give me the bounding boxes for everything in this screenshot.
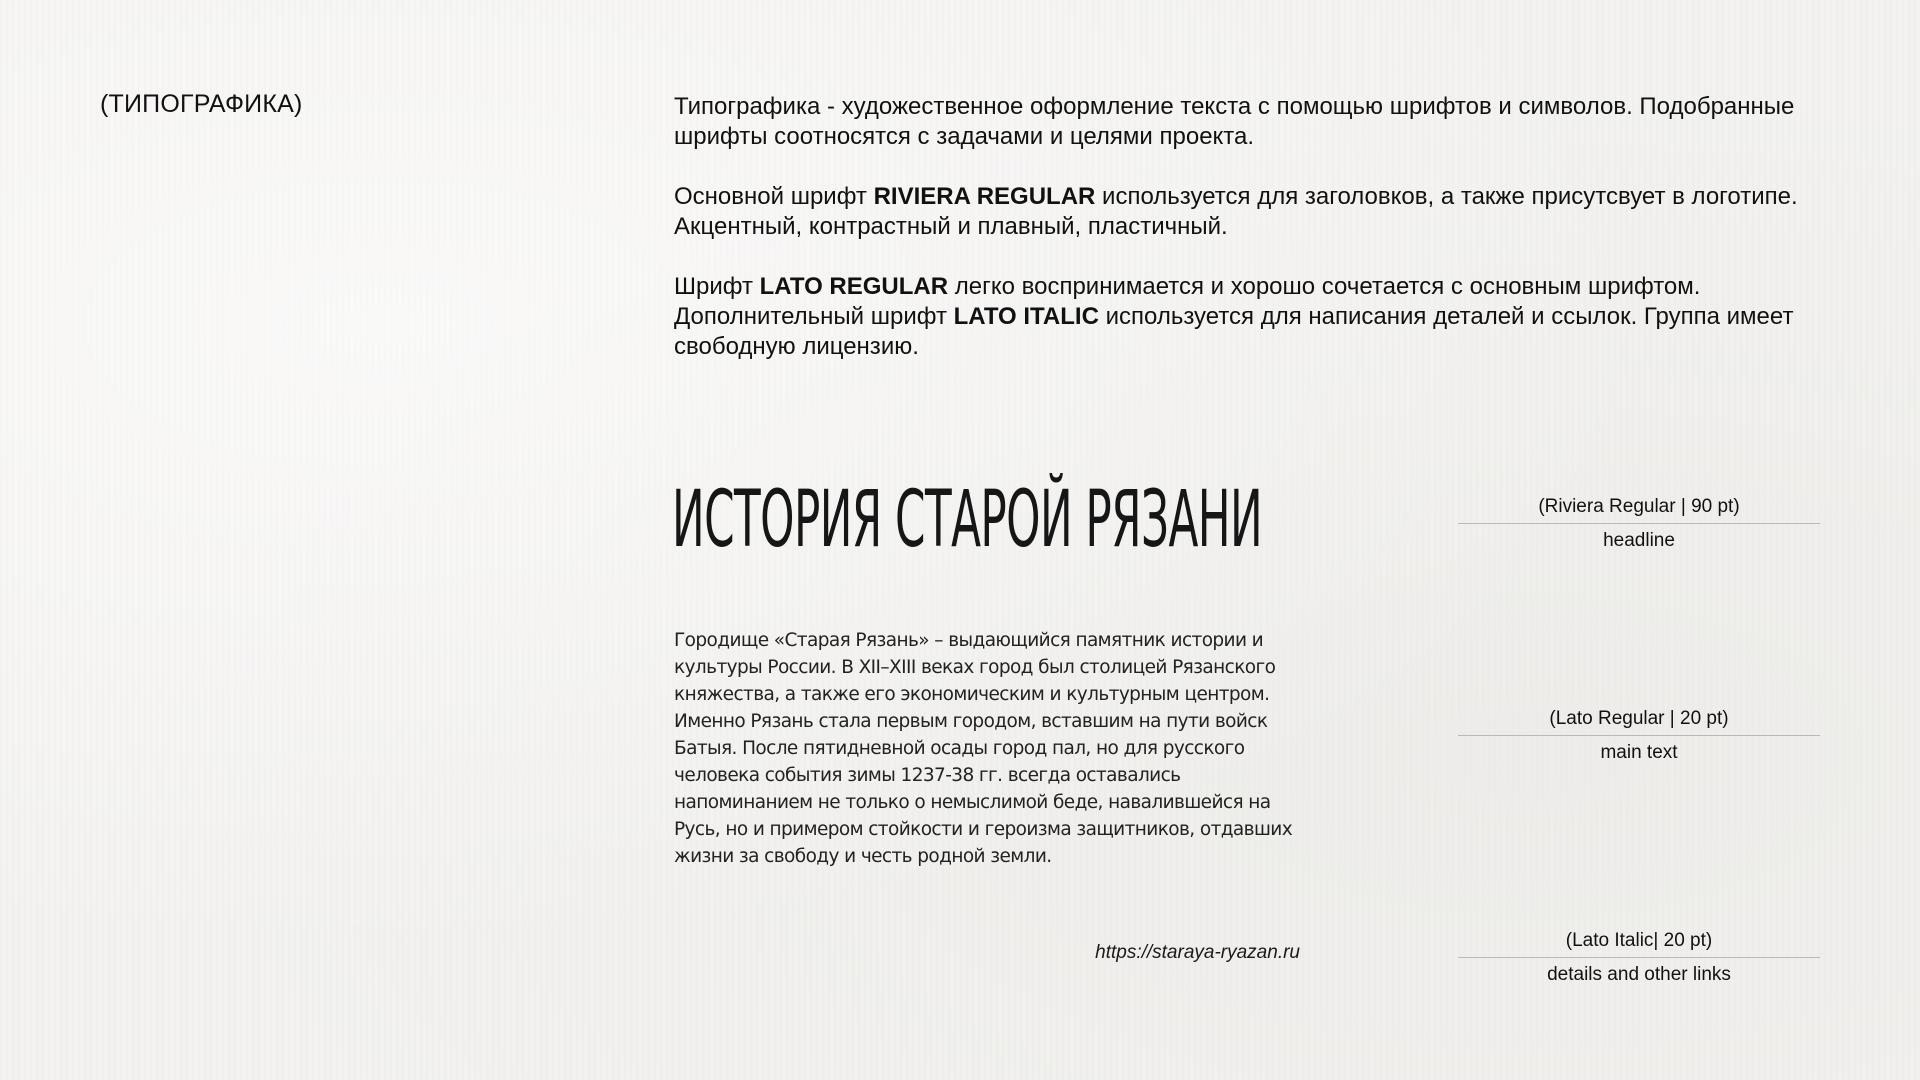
sample-headline: ИСТОРИЯ СТАРОЙ РЯЗАНИ [672, 475, 1263, 565]
intro-p3-font-name-2: LATO ITALIC [953, 303, 1099, 330]
spec-details [1458, 929, 1820, 987]
intro-p2-text-a: Основной шрифт [674, 183, 874, 210]
spec-divider [1458, 523, 1820, 524]
intro-p3-text-a: Шрифт [674, 273, 760, 300]
intro-p2-font-name: RIVIERA REGULAR [873, 183, 1096, 210]
intro-p3-text-c: используется для написания деталей и ссылок. Группа имеет свободную лицензию. [674, 303, 1794, 360]
spec-divider [1458, 957, 1820, 958]
intro-paragraph-1: Типографика - художественное оформление текста с помощью шрифтов и символов. Подобранные шрифты соотносятся с задачами и целями проекта. [674, 93, 1795, 150]
sample-body-text: Городище «Старая Рязань» – выдающийся памятник истории и культуры России. В XII–XIII веках город был столицей Рязанского княжества, а также его экономическим и культурным центром. Именно Рязань стала первым городом, вставшим на пути войск Батыя. После пятидневной осады город пал, но для русского человека события зимы 1237-38 гг. всегда оставались напоминанием не только о немыслимой беде, навалившейся на Русь, но и примером стойкости и героизма защитников, отдавших жизни за свободу и честь родной земли. [674, 630, 1293, 867]
intro-p2-text-b: используется для заголовков, а также присутсвует в логотипе. Акцентный, контрастный и плавный, пластичный. [674, 183, 1798, 240]
sample-link[interactable]: https://staraya-ryazan.ru [1095, 942, 1300, 963]
spec-role: details and other links [1547, 964, 1731, 985]
spec-main-text [1458, 707, 1820, 765]
spec-title: (Lato Regular | 20 pt) [1549, 708, 1729, 729]
spec-title: (Riviera Regular | 90 pt) [1538, 496, 1740, 517]
intro-paragraph-3 [674, 272, 1814, 362]
intro-paragraph-2 [674, 182, 1814, 242]
section-label: (ТИПОГРАФИКА) [100, 90, 303, 118]
intro-p3-font-name-1: LATO REGULAR [759, 273, 949, 300]
spec-title: (Lato Italic| 20 pt) [1565, 930, 1713, 951]
spec-role: headline [1603, 530, 1675, 551]
spec-role: main text [1600, 742, 1678, 763]
spec-headline [1458, 495, 1820, 553]
intro-text [674, 92, 1814, 392]
spec-divider [1458, 735, 1820, 736]
intro-p3-text-b: легко воспринимается и хорошо сочетается с основным шрифтом. Дополнительный шрифт [674, 273, 1701, 330]
